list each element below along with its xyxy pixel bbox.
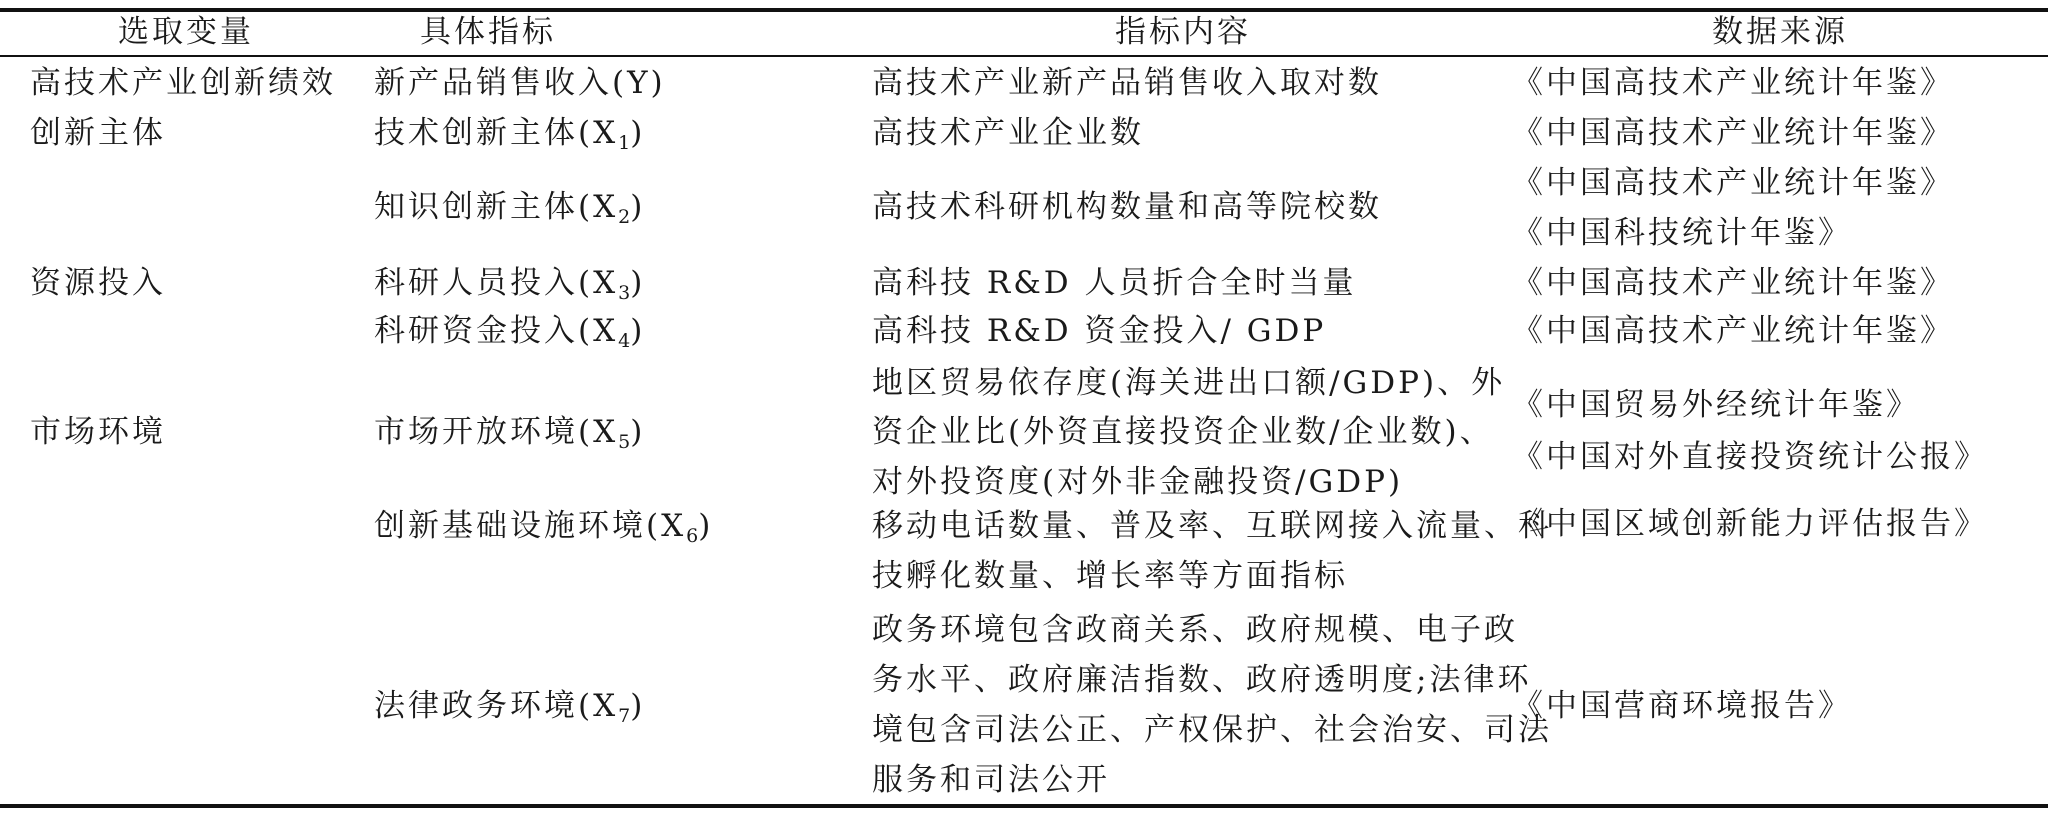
content-cell: 高技术产业新产品销售收入取对数: [872, 65, 1382, 101]
variable-cell: 创新主体: [30, 115, 166, 151]
source-cell: 《中国高技术产业统计年鉴》: [1512, 313, 1954, 349]
indicator-cell: 法律政务环境$(X_7)$: [374, 688, 646, 727]
content-cell: 高技术科研机构数量和高等院校数: [872, 189, 1382, 225]
content-cell: 对外投资度(对外非金融投资/GDP): [872, 464, 1404, 500]
content-cell: 政务环境包含政商关系、政府规模、电子政: [872, 612, 1518, 648]
variable-cell: 资源投入: [30, 265, 166, 301]
source-cell: 《中国高技术产业统计年鉴》: [1512, 265, 1954, 301]
content-cell: 服务和司法公开: [872, 762, 1110, 798]
source-cell: 《中国高技术产业统计年鉴》: [1512, 65, 1954, 101]
content-cell: 境包含司法公正、产权保护、社会治安、司法: [872, 712, 1552, 748]
variable-cell: 高技术产业创新绩效: [30, 65, 336, 101]
indicator-cell: 科研人员投入$(X_3)$: [374, 265, 646, 304]
source-cell: 《中国科技统计年鉴》: [1512, 215, 1852, 251]
source-cell: 《中国区域创新能力评估报告》: [1512, 506, 1988, 542]
content-cell: 务水平、政府廉洁指数、政府透明度;法律环: [872, 662, 1532, 698]
variable-cell: 市场环境: [30, 414, 166, 450]
indicator-cell: 知识创新主体$(X_2)$: [374, 189, 646, 228]
header-variable: 选取变量: [118, 14, 254, 50]
source-cell: 《中国营商环境报告》: [1512, 688, 1852, 724]
content-cell: 移动电话数量、普及率、互联网接入流量、科: [872, 508, 1552, 544]
indicator-cell: 新产品销售收入(Y): [374, 65, 666, 101]
content-cell: 高技术产业企业数: [872, 115, 1144, 151]
source-cell: 《中国高技术产业统计年鉴》: [1512, 165, 1954, 201]
header-indicator: 具体指标: [420, 14, 556, 50]
header-content: 指标内容: [1115, 14, 1251, 50]
content-cell: 高科技 R&D 人员折合全时当量: [872, 265, 1357, 301]
content-cell: 技孵化数量、增长率等方面指标: [872, 558, 1348, 594]
content-cell: 资企业比(外资直接投资企业数/企业数)、: [872, 414, 1494, 450]
header-rule: [0, 55, 2048, 57]
source-cell: 《中国贸易外经统计年鉴》: [1512, 387, 1920, 423]
content-cell: 高科技 R&D 资金投入/ GDP: [872, 313, 1327, 349]
indicator-cell: 技术创新主体$(X_1)$: [374, 115, 646, 154]
source-cell: 《中国高技术产业统计年鉴》: [1512, 115, 1954, 151]
indicator-cell: 市场开放环境$(X_5)$: [374, 414, 646, 453]
content-cell: 地区贸易依存度(海关进出口额/GDP)、外: [872, 365, 1506, 401]
indicator-cell: 科研资金投入$(X_4)$: [374, 313, 646, 352]
indicator-cell: 创新基础设施环境$(X_6)$: [374, 508, 714, 547]
bottom-rule: [0, 804, 2048, 808]
header-source: 数据来源: [1712, 14, 1848, 50]
source-cell: 《中国对外直接投资统计公报》: [1512, 439, 1988, 475]
